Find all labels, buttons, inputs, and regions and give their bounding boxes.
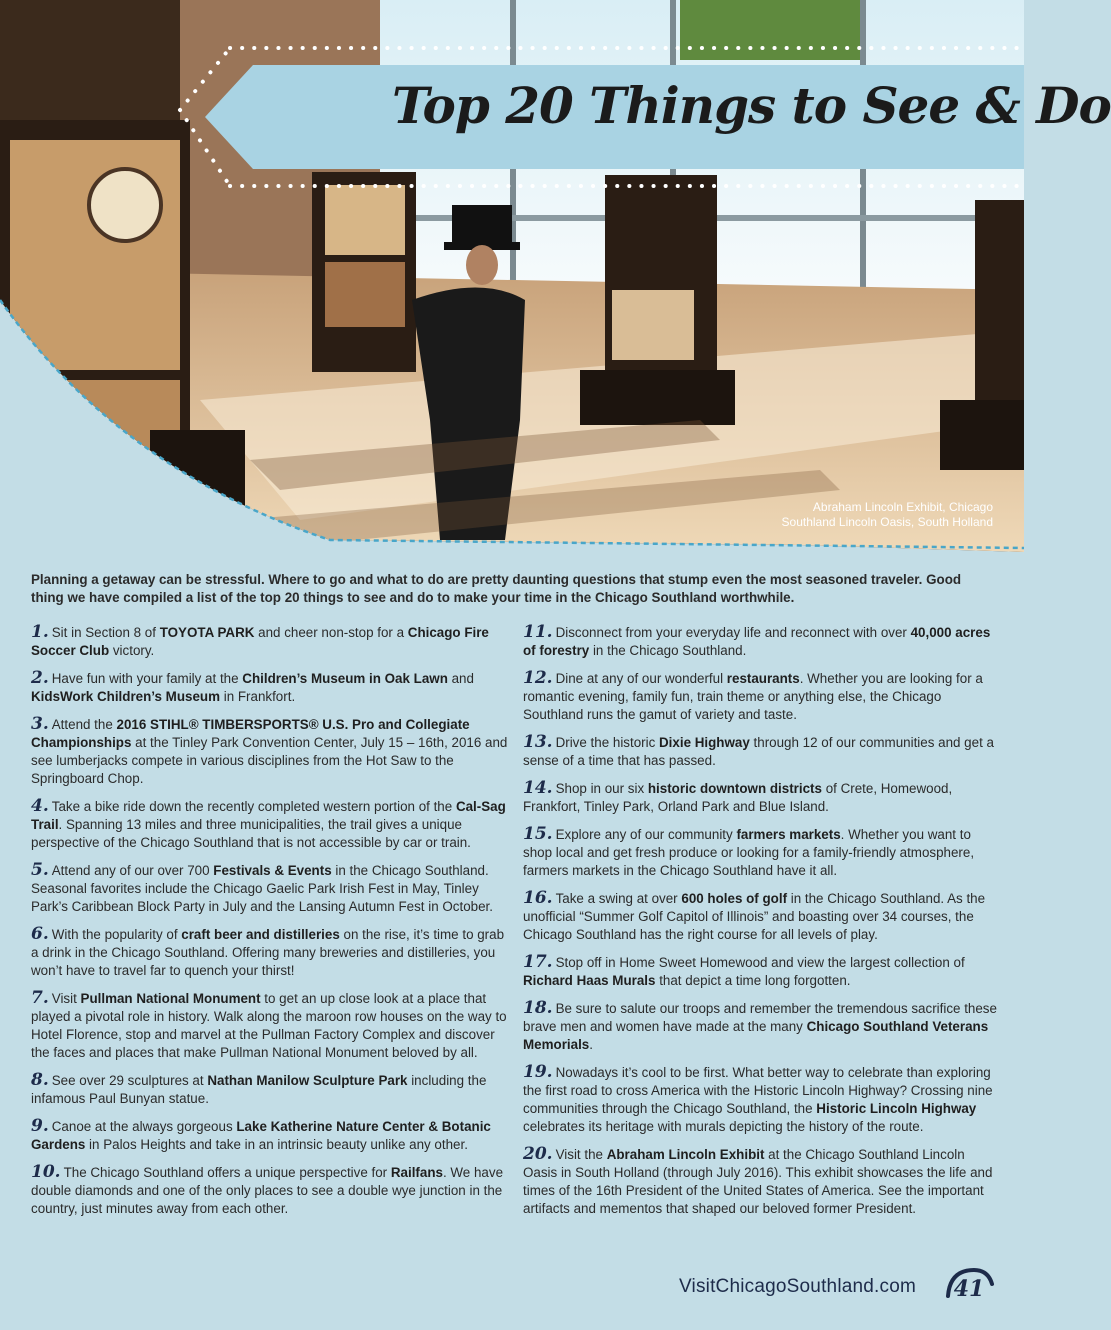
item-number: 2. xyxy=(31,668,49,688)
item-highlight: 40,000 acres of forestry xyxy=(523,625,991,658)
item-text: including the infamous Paul Bunyan statue. xyxy=(31,1073,487,1106)
item-highlight: Pullman National Monument xyxy=(80,991,261,1006)
item-text: Shop in our six xyxy=(555,781,648,796)
list-item xyxy=(523,999,1001,1054)
list-item xyxy=(31,669,509,706)
item-text: at the Tinley Park Convention Center, July 15 – 16th, 2016 and see lumberjacks compete in various disciplines from the Hot Saw to the Springboard Chop. xyxy=(31,735,508,786)
photo-caption xyxy=(693,500,993,530)
item-number: 18. xyxy=(523,998,553,1018)
item-text: through 12 of our communities and get a sense of a time that has passed. xyxy=(523,735,994,768)
item-text: Nowadays it’s cool to be first. What better way to celebrate than exploring the first road to cross America with the Historic Lincoln Highway? Crossing nine communities through the Chicago Southland, the xyxy=(523,1065,993,1116)
item-text: Sit in Section 8 of xyxy=(51,625,160,640)
item-text: With the popularity of xyxy=(51,927,182,942)
item-text: The Chicago Southland offers a unique perspective for xyxy=(63,1165,391,1180)
list-item xyxy=(523,1145,1001,1218)
item-text: at the Chicago Southland Lincoln Oasis in South Holland (through July 2016). This exhibit showcases the life and times of the 16th President of the United States of America. See the important artifacts and mementos that shaped our beloved former President. xyxy=(523,1147,993,1216)
item-highlight: 600 holes of golf xyxy=(681,891,788,906)
item-number: 15. xyxy=(523,824,553,844)
item-highlight: Historic Lincoln Highway xyxy=(816,1101,977,1116)
item-text: that depict a time long forgotten. xyxy=(655,973,851,988)
item-highlight: historic downtown districts xyxy=(647,781,822,796)
list-item xyxy=(523,1063,1001,1136)
item-highlight: Chicago Fire Soccer Club xyxy=(31,625,489,658)
list-item xyxy=(31,861,509,916)
item-number: 20. xyxy=(523,1144,553,1164)
item-text: of Crete, Homewood, Frankfort, Tinley Park, Orland Park and Blue Island. xyxy=(523,781,953,814)
item-number: 12. xyxy=(523,668,553,688)
item-text: See over 29 sculptures at xyxy=(51,1073,208,1088)
item-text: in the Chicago Southland. xyxy=(589,643,747,658)
item-number: 7. xyxy=(31,988,49,1008)
item-number: 14. xyxy=(523,778,553,798)
item-text: Visit the xyxy=(555,1147,607,1162)
item-text: in the Chicago Southland. As the unofficial “Summer Golf Capitol of Illinois” and boasting over 34 courses, the Chicago Southland has the right course for all levels of play. xyxy=(523,891,986,942)
item-text: victory. xyxy=(109,643,155,658)
item-text: Attend the xyxy=(51,717,117,732)
item-text: on the rise, it’s time to grab a drink in the Chicago Southland. Offering many breweries and distilleries, you won’t have to travel far to quench your thirst! xyxy=(31,927,505,978)
item-text: . xyxy=(589,1037,593,1052)
item-text: Take a swing at over xyxy=(555,891,682,906)
list-item xyxy=(523,953,1001,990)
item-number: 16. xyxy=(523,888,553,908)
item-text: . Whether you want to shop local and get fresh produce or looking for a family-friendly atmosphere, farmers markets in the Chicago Southland have it all. xyxy=(523,827,975,878)
page-number-badge xyxy=(944,1266,994,1310)
item-highlight: Richard Haas Murals xyxy=(523,973,656,988)
item-highlight: Abraham Lincoln Exhibit xyxy=(606,1147,765,1162)
item-number: 3. xyxy=(31,714,49,734)
item-text: Be sure to salute our troops and remember the tremendous sacrifice these brave men and women have made at the many xyxy=(523,1001,997,1034)
item-number: 6. xyxy=(31,924,49,944)
item-text: in Palos Heights and take in an intrinsic beauty unlike any other. xyxy=(85,1137,468,1152)
item-text: Canoe at the always gorgeous xyxy=(51,1119,237,1134)
item-highlight: Festivals & Events xyxy=(213,863,332,878)
list-item xyxy=(31,715,509,788)
item-text: . Spanning 13 miles and three municipalities, the trail gives a unique perspective of the Chicago Southland that is not accessible by car or train. xyxy=(31,817,471,850)
item-number: 4. xyxy=(31,796,49,816)
list-column-left xyxy=(31,623,509,1227)
caption-line-2: Southland Lincoln Oasis, South Holland xyxy=(781,515,993,529)
item-text: and cheer non-stop for a xyxy=(254,625,408,640)
item-number: 10. xyxy=(31,1162,61,1182)
item-text: in Frankfort. xyxy=(220,689,296,704)
item-highlight: Children’s Museum in Oak Lawn xyxy=(242,671,448,686)
list-item xyxy=(31,623,509,660)
list-item xyxy=(31,925,509,980)
item-text: Visit xyxy=(51,991,81,1006)
list-item xyxy=(523,889,1001,944)
item-text: Have fun with your family at the xyxy=(51,671,243,686)
item-highlight: 2016 STIHL® TIMBERSPORTS® U.S. Pro and Collegiate Championships xyxy=(31,717,470,750)
item-number: 19. xyxy=(523,1062,553,1082)
list-item xyxy=(31,1117,509,1154)
item-text: Take a bike ride down the recently completed western portion of the xyxy=(51,799,456,814)
item-text: Drive the historic xyxy=(555,735,660,750)
list-item xyxy=(523,825,1001,880)
item-text: . Whether you are looking for a romantic evening, family fun, train theme or anything else, the Chicago Southland runs the gamut of variety and taste. xyxy=(523,671,983,722)
item-highlight: farmers markets xyxy=(736,827,841,842)
item-text: Explore any of our community xyxy=(555,827,737,842)
list-item xyxy=(523,779,1001,816)
list-item xyxy=(523,733,1001,770)
page-title: Top 20 Things to See & Do xyxy=(392,76,1111,135)
item-text: Disconnect from your everyday life and reconnect with over xyxy=(555,625,911,640)
list-item xyxy=(523,623,1001,660)
item-number: 8. xyxy=(31,1070,49,1090)
item-highlight: TOYOTA PARK xyxy=(159,625,255,640)
item-text: . We have double diamonds and one of the only places to see a double wye junction in the country, just minutes away from each other. xyxy=(31,1165,504,1216)
hero-photo xyxy=(0,0,1111,552)
item-text: Attend any of our over 700 xyxy=(51,863,214,878)
intro-paragraph: Planning a getaway can be stressful. Where to go and what to do are pretty daunting questions that stump even the most seasoned traveler. Good thing we have compiled a list of the top 20 things to see and do to make your time in the Chicago Southland worthwhile. xyxy=(31,572,962,605)
item-highlight: craft beer and distilleries xyxy=(181,927,340,942)
item-highlight: Chicago Southland Veterans Memorials xyxy=(523,1019,989,1052)
item-highlight: Railfans xyxy=(390,1165,443,1180)
item-number: 1. xyxy=(31,622,49,642)
list-column-right xyxy=(523,623,1001,1227)
list-item xyxy=(31,989,509,1062)
item-number: 11. xyxy=(523,622,553,642)
item-number: 17. xyxy=(523,952,553,972)
list-item xyxy=(31,797,509,852)
item-text: to get an up close look at a place that played a pivotal role in history. Walk along the maroon row houses on the way to Hotel Florence, stop and marvel at the Pullman Factory Complex and discover the faces and places that make Pullman National Monument beloved by all. xyxy=(31,991,507,1060)
item-highlight: Nathan Manilow Sculpture Park xyxy=(207,1073,408,1088)
item-number: 5. xyxy=(31,860,49,880)
item-text: Stop off in Home Sweet Homewood and view the largest collection of xyxy=(555,955,965,970)
item-text: celebrates its heritage with murals depicting the history of the route. xyxy=(523,1119,924,1134)
website-link[interactable]: VisitChicagoSouthland.com xyxy=(679,1276,917,1297)
item-highlight: Cal-Sag Trail xyxy=(31,799,506,832)
page-number: 41 xyxy=(953,1276,985,1302)
item-text: in the Chicago Southland. Seasonal favorites include the Chicago Gaelic Park Irish Fest in May, Tinley Park’s Caribbean Block Party in July and the Lansing Autumn Fest in October. xyxy=(31,863,493,914)
item-text: Dine at any of our wonderful xyxy=(555,671,727,686)
item-highlight: Lake Katherine Nature Center & Botanic Gardens xyxy=(31,1119,491,1152)
list-item xyxy=(523,669,1001,724)
item-highlight: restaurants xyxy=(726,671,800,686)
list-item xyxy=(31,1071,509,1108)
list-item xyxy=(31,1163,509,1218)
item-text: and xyxy=(447,671,474,686)
item-highlight: Dixie Highway xyxy=(659,735,750,750)
item-number: 9. xyxy=(31,1116,49,1136)
item-highlight: KidsWork Children’s Museum xyxy=(31,689,220,704)
item-number: 13. xyxy=(523,732,553,752)
caption-line-1: Abraham Lincoln Exhibit, Chicago xyxy=(812,500,993,514)
